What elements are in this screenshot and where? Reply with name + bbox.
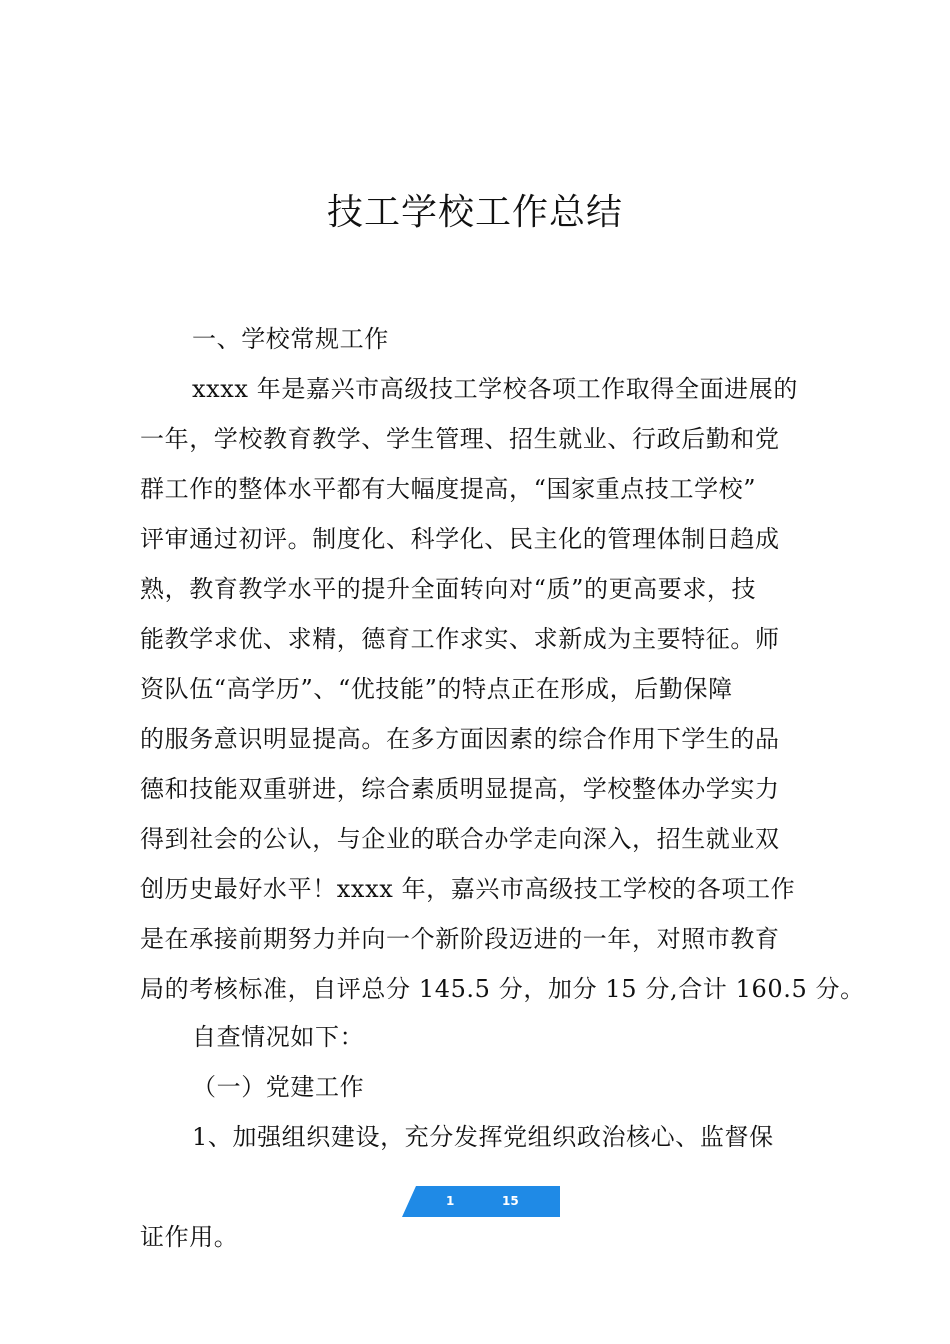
paragraph-line: 群工作的整体水平都有大幅度提高，“国家重点技工学校” [140, 475, 757, 503]
paragraph-line: 创历史最好水平！xxxx 年，嘉兴市高级技工学校的各项工作 [140, 875, 796, 903]
total-pages-number: 15 [502, 1194, 519, 1208]
subsection-heading: （一）党建工作 [192, 1073, 365, 1101]
paragraph-line: 证作用。 [140, 1223, 239, 1251]
paragraph-line: 德和技能双重骈进，综合素质明显提高，学校整体办学实力 [140, 775, 780, 803]
paragraph-line: 的服务意识明显提高。在多方面因素的综合作用下学生的品 [140, 725, 780, 753]
paragraph-line: 熟，教育教学水平的提升全面转向对“质”的更高要求，技 [140, 575, 757, 603]
paragraph-line: xxxx 年是嘉兴市高级技工学校各项工作取得全面进展的 [192, 375, 798, 403]
page-badge-shape [402, 1186, 560, 1217]
paragraph-line: 1、加强组织建设，充分发挥党组织政治核心、监督保 [192, 1123, 774, 1151]
paragraph-line: 得到社会的公认，与企业的联合办学走向深入，招生就业双 [140, 825, 780, 853]
current-page-number: 1 [446, 1194, 455, 1208]
page-number-badge [402, 1186, 560, 1217]
section-heading: 一、学校常规工作 [192, 325, 389, 353]
paragraph-line: 是在承接前期努力并向一个新阶段迈进的一年，对照市教育 [140, 925, 780, 953]
paragraph-line: 评审通过初评。制度化、科学化、民主化的管理体制日趋成 [140, 525, 780, 553]
paragraph-line: 局的考核标准，自评总分 145.5 分，加分 15 分,合计 160.5 分。 [140, 975, 865, 1003]
paragraph-line: 自查情况如下： [192, 1023, 365, 1051]
document-title: 技工学校工作总结 [326, 192, 623, 233]
paragraph-line: 一年，学校教育教学、学生管理、招生就业、行政后勤和党 [140, 425, 780, 453]
paragraph-line: 能教学求优、求精，德育工作求实、求新成为主要特征。师 [140, 625, 780, 653]
paragraph-line: 资队伍“高学历”、“优技能”的特点正在形成，后勤保障 [140, 675, 733, 703]
